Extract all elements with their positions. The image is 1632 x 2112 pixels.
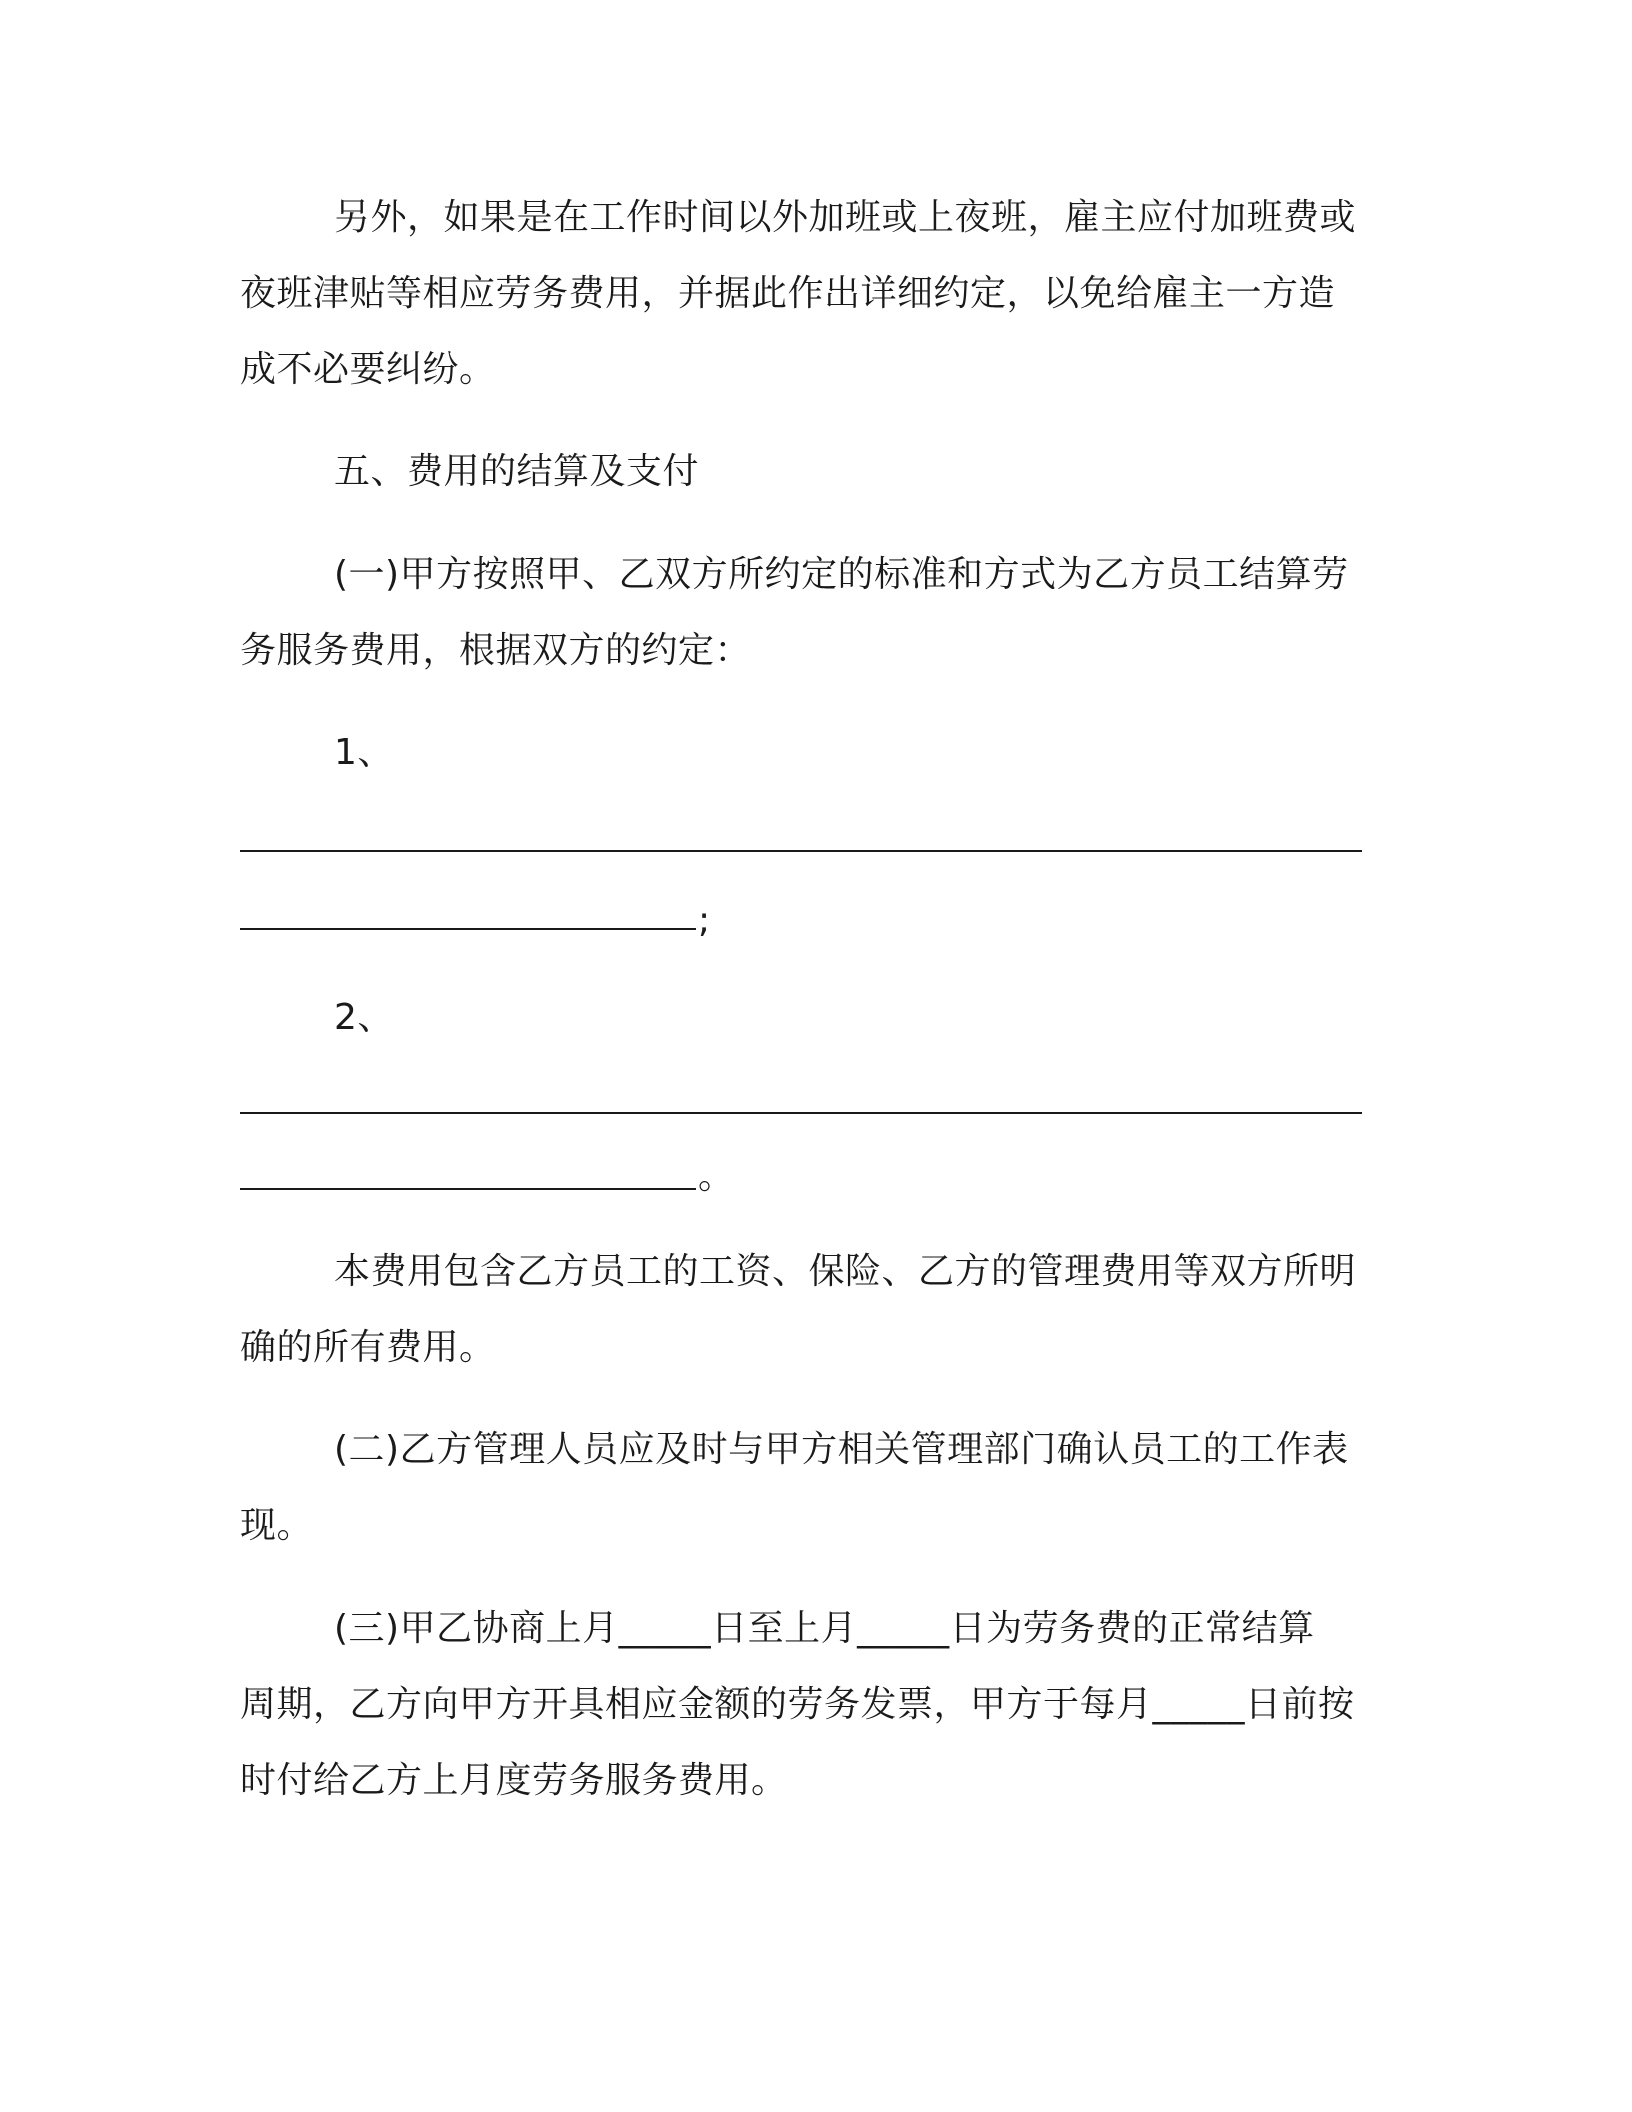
- item-2-end-mark: 。: [698, 1156, 735, 1197]
- paragraph-three-line-2: 周期，乙方向甲方开具相应金额的劳务发票，甲方于每月_____日前按: [240, 1684, 1355, 1725]
- paragraph-overtime-line-1: 另外，如果是在工作时间以外加班或上夜班，雇主应付加班费或: [334, 197, 1357, 238]
- item-1-end-mark: ;: [698, 900, 711, 941]
- section-heading: 五、费用的结算及支付: [334, 451, 700, 492]
- paragraph-one-line-1: (一)甲方按照甲、乙双方所约定的标准和方式为乙方员工结算劳: [334, 554, 1349, 595]
- paragraph-overtime-line-3: 成不必要纠纷。: [240, 349, 496, 390]
- paragraph-one-line-2: 务服务费用，根据双方的约定：: [240, 630, 752, 671]
- paragraph-three-line-1: (三)甲乙协商上月_____日至上月_____日为劳务费的正常结算: [334, 1608, 1315, 1649]
- item-1-blank-line-1: [240, 850, 1362, 852]
- item-2-blank-line-1: [240, 1112, 1362, 1114]
- paragraph-two-line-1: (二)乙方管理人员应及时与甲方相关管理部门确认员工的工作表: [334, 1429, 1349, 1470]
- paragraph-fee-line-2: 确的所有费用。: [240, 1327, 496, 1368]
- paragraph-overtime-line-2: 夜班津贴等相应劳务费用，并据此作出详细约定，以免给雇主一方造: [240, 273, 1336, 314]
- item-2-blank-line-2: [240, 1188, 696, 1190]
- paragraph-fee-line-1: 本费用包含乙方员工的工资、保险、乙方的管理费用等双方所明: [334, 1251, 1357, 1292]
- paragraph-three-line-3: 时付给乙方上月度劳务服务费用。: [240, 1760, 788, 1801]
- item-2-label: 2、: [334, 997, 394, 1038]
- item-1-blank-line-2: [240, 928, 696, 930]
- item-1-label: 1、: [334, 732, 394, 773]
- paragraph-two-line-2: 现。: [240, 1505, 314, 1546]
